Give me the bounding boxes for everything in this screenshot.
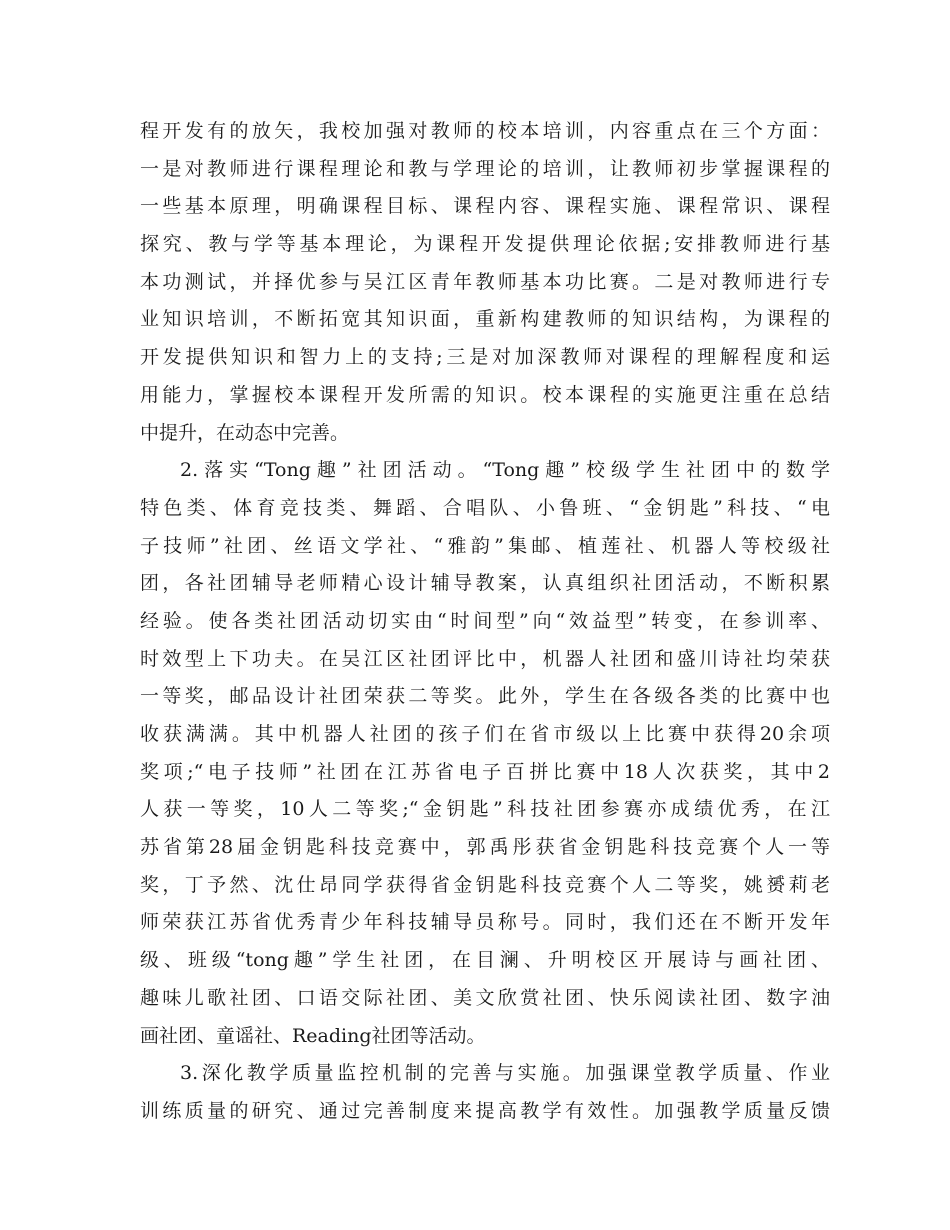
text-line: 一是对教师进行课程理论和教与学理论的培训，让教师初步掌握课程的 (140, 157, 830, 180)
text-line: 人获一等奖，10人二等奖;“金钥匙”科技社团参赛亦成绩优秀，在江 (140, 798, 830, 821)
text-line: 经验。使各类社团活动切实由“时间型”向“效益型”转变，在参训率、 (140, 609, 830, 632)
text-line: 用能力，掌握校本课程开发所需的知识。校本课程的实施更注重在总结 (140, 383, 830, 406)
text-line: 团，各社团辅导老师精心设计辅导教案，认真组织社团活动，不断积累 (140, 572, 830, 595)
paragraph-first-line: 3.深化教学质量监控机制的完善与实施。加强课堂教学质量、作业 (180, 1062, 830, 1085)
text-line: 师荣获江苏省优秀青少年科技辅导员称号。同时，我们还在不断开发年 (140, 911, 830, 934)
text-line: 程开发有的放矢，我校加强对教师的校本培训，内容重点在三个方面： (140, 120, 830, 142)
text-line: 子技师”社团、丝语文学社、“雅韵”集邮、植莲社、机器人等校级社 (140, 534, 830, 557)
text-line: 特色类、体育竞技类、舞蹈、合唱队、小鲁班、“金钥匙”科技、“电 (140, 496, 830, 519)
text-line: 训练质量的研究、通过完善制度来提高教学有效性。加强教学质量反馈 (140, 1099, 830, 1122)
text-line: 奖，丁予然、沈仕昂同学获得省金钥匙科技竞赛个人二等奖，姚赟莉老 (140, 873, 830, 896)
body-text (140, 113, 830, 1131)
text-line: 中提升，在动态中完善。 (140, 421, 350, 444)
text-line: 苏省第28届金钥匙科技竞赛中，郭禹彤获省金钥匙科技竞赛个人一等 (140, 836, 830, 859)
text-line: 级、班级“tong趣”学生社团，在目澜、升明校区开展诗与画社团、 (140, 949, 830, 972)
text-line: 画社团、童谣社、Reading社团等活动。 (140, 1024, 486, 1047)
text-line: 探究、教与学等基本理论，为课程开发提供理论依据;安排教师进行基 (140, 233, 830, 256)
text-line: 一等奖，邮品设计社团荣获二等奖。此外，学生在各级各类的比赛中也 (140, 685, 830, 708)
text-line: 趣味儿歌社团、口语交际社团、美文欣赏社团、快乐阅读社团、数字油 (140, 986, 830, 1009)
text-line: 开发提供知识和智力上的支持;三是对加深教师对课程的理解程度和运 (140, 346, 830, 369)
text-line: 一些基本原理，明确课程目标、课程内容、课程实施、课程常识、课程 (140, 195, 830, 218)
text-line: 收获满满。其中机器人社团的孩子们在省市级以上比赛中获得20余项 (140, 723, 830, 745)
paragraph-first-line: 2.落实“Tong趣”社团活动。“Tong趣”校级学生社团中的数学 (180, 459, 830, 482)
text-line: 本功测试，并择优参与吴江区青年教师基本功比赛。二是对教师进行专 (140, 270, 830, 293)
text-line: 业知识培训，不断拓宽其知识面，重新构建教师的知识结构，为课程的 (140, 308, 830, 331)
text-line: 时效型上下功夫。在吴江区社团评比中，机器人社团和盛川诗社均荣获 (140, 647, 830, 670)
text-line: 奖项;“电子技师”社团在江苏省电子百拼比赛中18人次获奖，其中2 (140, 760, 830, 783)
